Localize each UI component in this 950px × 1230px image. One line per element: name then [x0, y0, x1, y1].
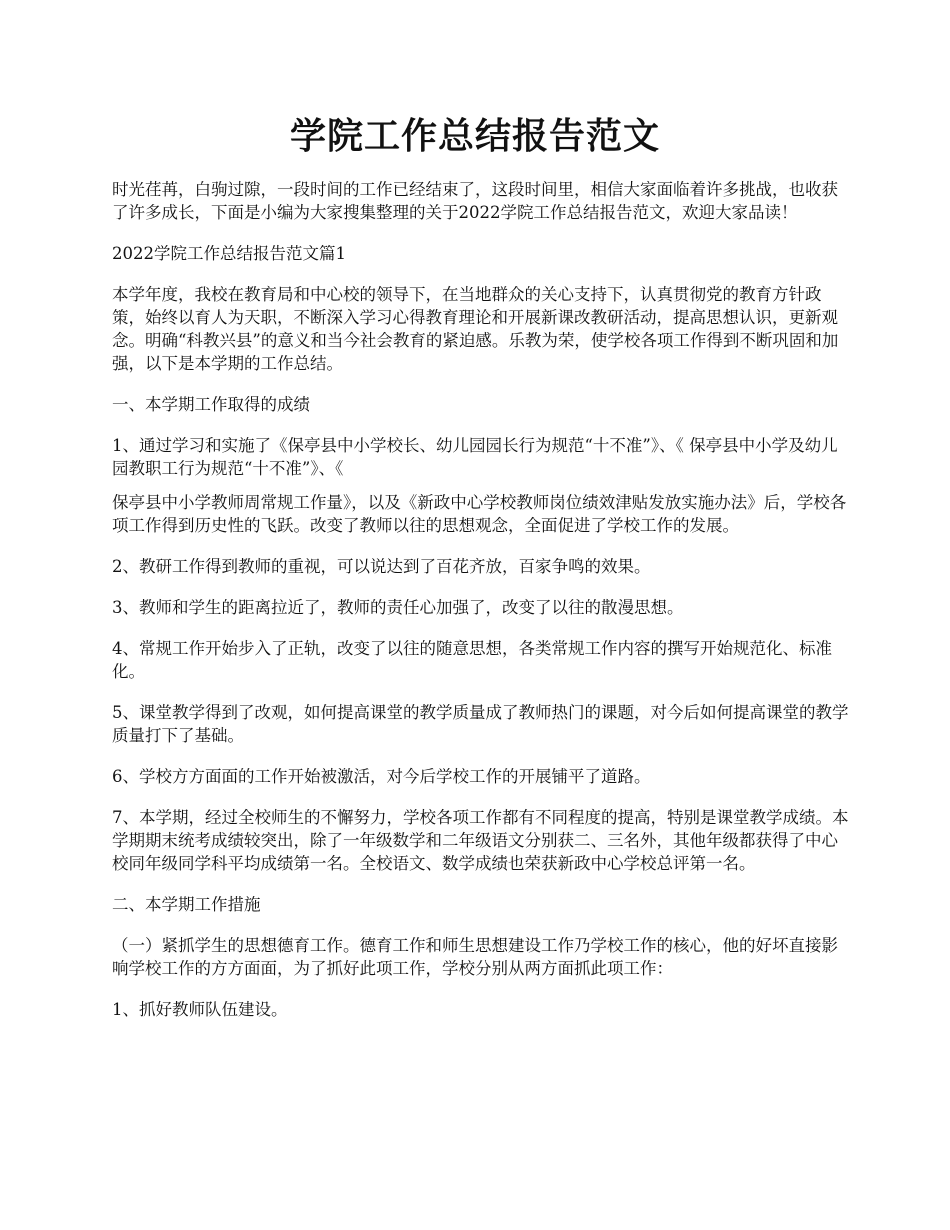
section-heading: 二、本学期工作措施 [112, 895, 261, 914]
paragraph: 本学年度，我校在教育局和中心校的领导下，在当地群众的关心支持下，认真贯彻党的教育方针政策，始终以育人为天职，不断深入学习心得教育理论和开展新课改教研活动，提高思想认识，更新观念。明确“科教兴县”的意义和当今社会教育的紧迫感。乐教为荣，使学校各项工作得到不断巩固和加强，以下是本学期的工作总结。 [112, 285, 839, 373]
section-heading: 2022学院工作总结报告范文篇1 [112, 244, 346, 263]
list-item: 5、课堂教学得到了改观，如何提高课堂的教学质量成了教师热门的课题，对今后如何提高课堂的教学质量打下了基础。 [112, 703, 849, 745]
list-item: 7、本学期，经过全校师生的不懈努力，学校各项工作都有不同程度的提高，特别是课堂教学成绩。本学期期末统考成绩较突出，除了一年级数学和二年级语文分别获二、三名外，其他年级都获得了中心校同年级同学科平均成绩第一名。全校语文、数学成绩也荣获新政中心学校总评第一名。 [112, 808, 849, 873]
intro-paragraph: 时光荏苒，白驹过隙，一段时间的工作已经结束了，这段时间里，相信大家面临着许多挑战，也收获了许多成长，下面是小编为大家搜集整理的关于2022学院工作总结报告范文，欢迎大家品读！ [112, 180, 838, 222]
list-item: 1、通过学习和实施了《保亭县中小学校长、幼儿园园长行为规范“十不准”》、《 保亭县中小学及幼儿园教职工行为规范“十不准”》、《 [112, 436, 838, 478]
section-heading: 一、本学期工作取得的成绩 [112, 395, 310, 414]
list-item-continuation: 保亭县中小学教师周常规工作量》，以及《新政中心学校教师岗位绩效津贴发放实施办法》后，学校各项工作得到历史性的飞跃。改变了教师以往的思想观念，全面促进了学校工作的发展。 [112, 493, 847, 535]
list-item: 2、教研工作得到教师的重视，可以说达到了百花齐放，百家争鸣的效果。 [112, 557, 651, 576]
list-item: 4、常规工作开始步入了正轨，改变了以往的随意思想，各类常规工作内容的撰写开始规范化、标准化。 [112, 639, 832, 681]
list-item: 3、教师和学生的距离拉近了，教师的责任心加强了，改变了以往的散漫思想。 [112, 598, 684, 617]
list-item: 1、抓好教师队伍建设。 [112, 1000, 288, 1019]
document-body [112, 178, 852, 1039]
paragraph: （一）紧抓学生的思想德育工作。德育工作和师生思想建设工作乃学校工作的核心，他的好坏直接影响学校工作的方方面面，为了抓好此项工作，学校分别从两方面抓此项工作： [112, 936, 838, 978]
document-title: 学院工作总结报告范文 [289, 115, 660, 157]
list-item: 6、学校方方面面的工作开始被激活，对今后学校工作的开展铺平了道路。 [112, 767, 651, 786]
